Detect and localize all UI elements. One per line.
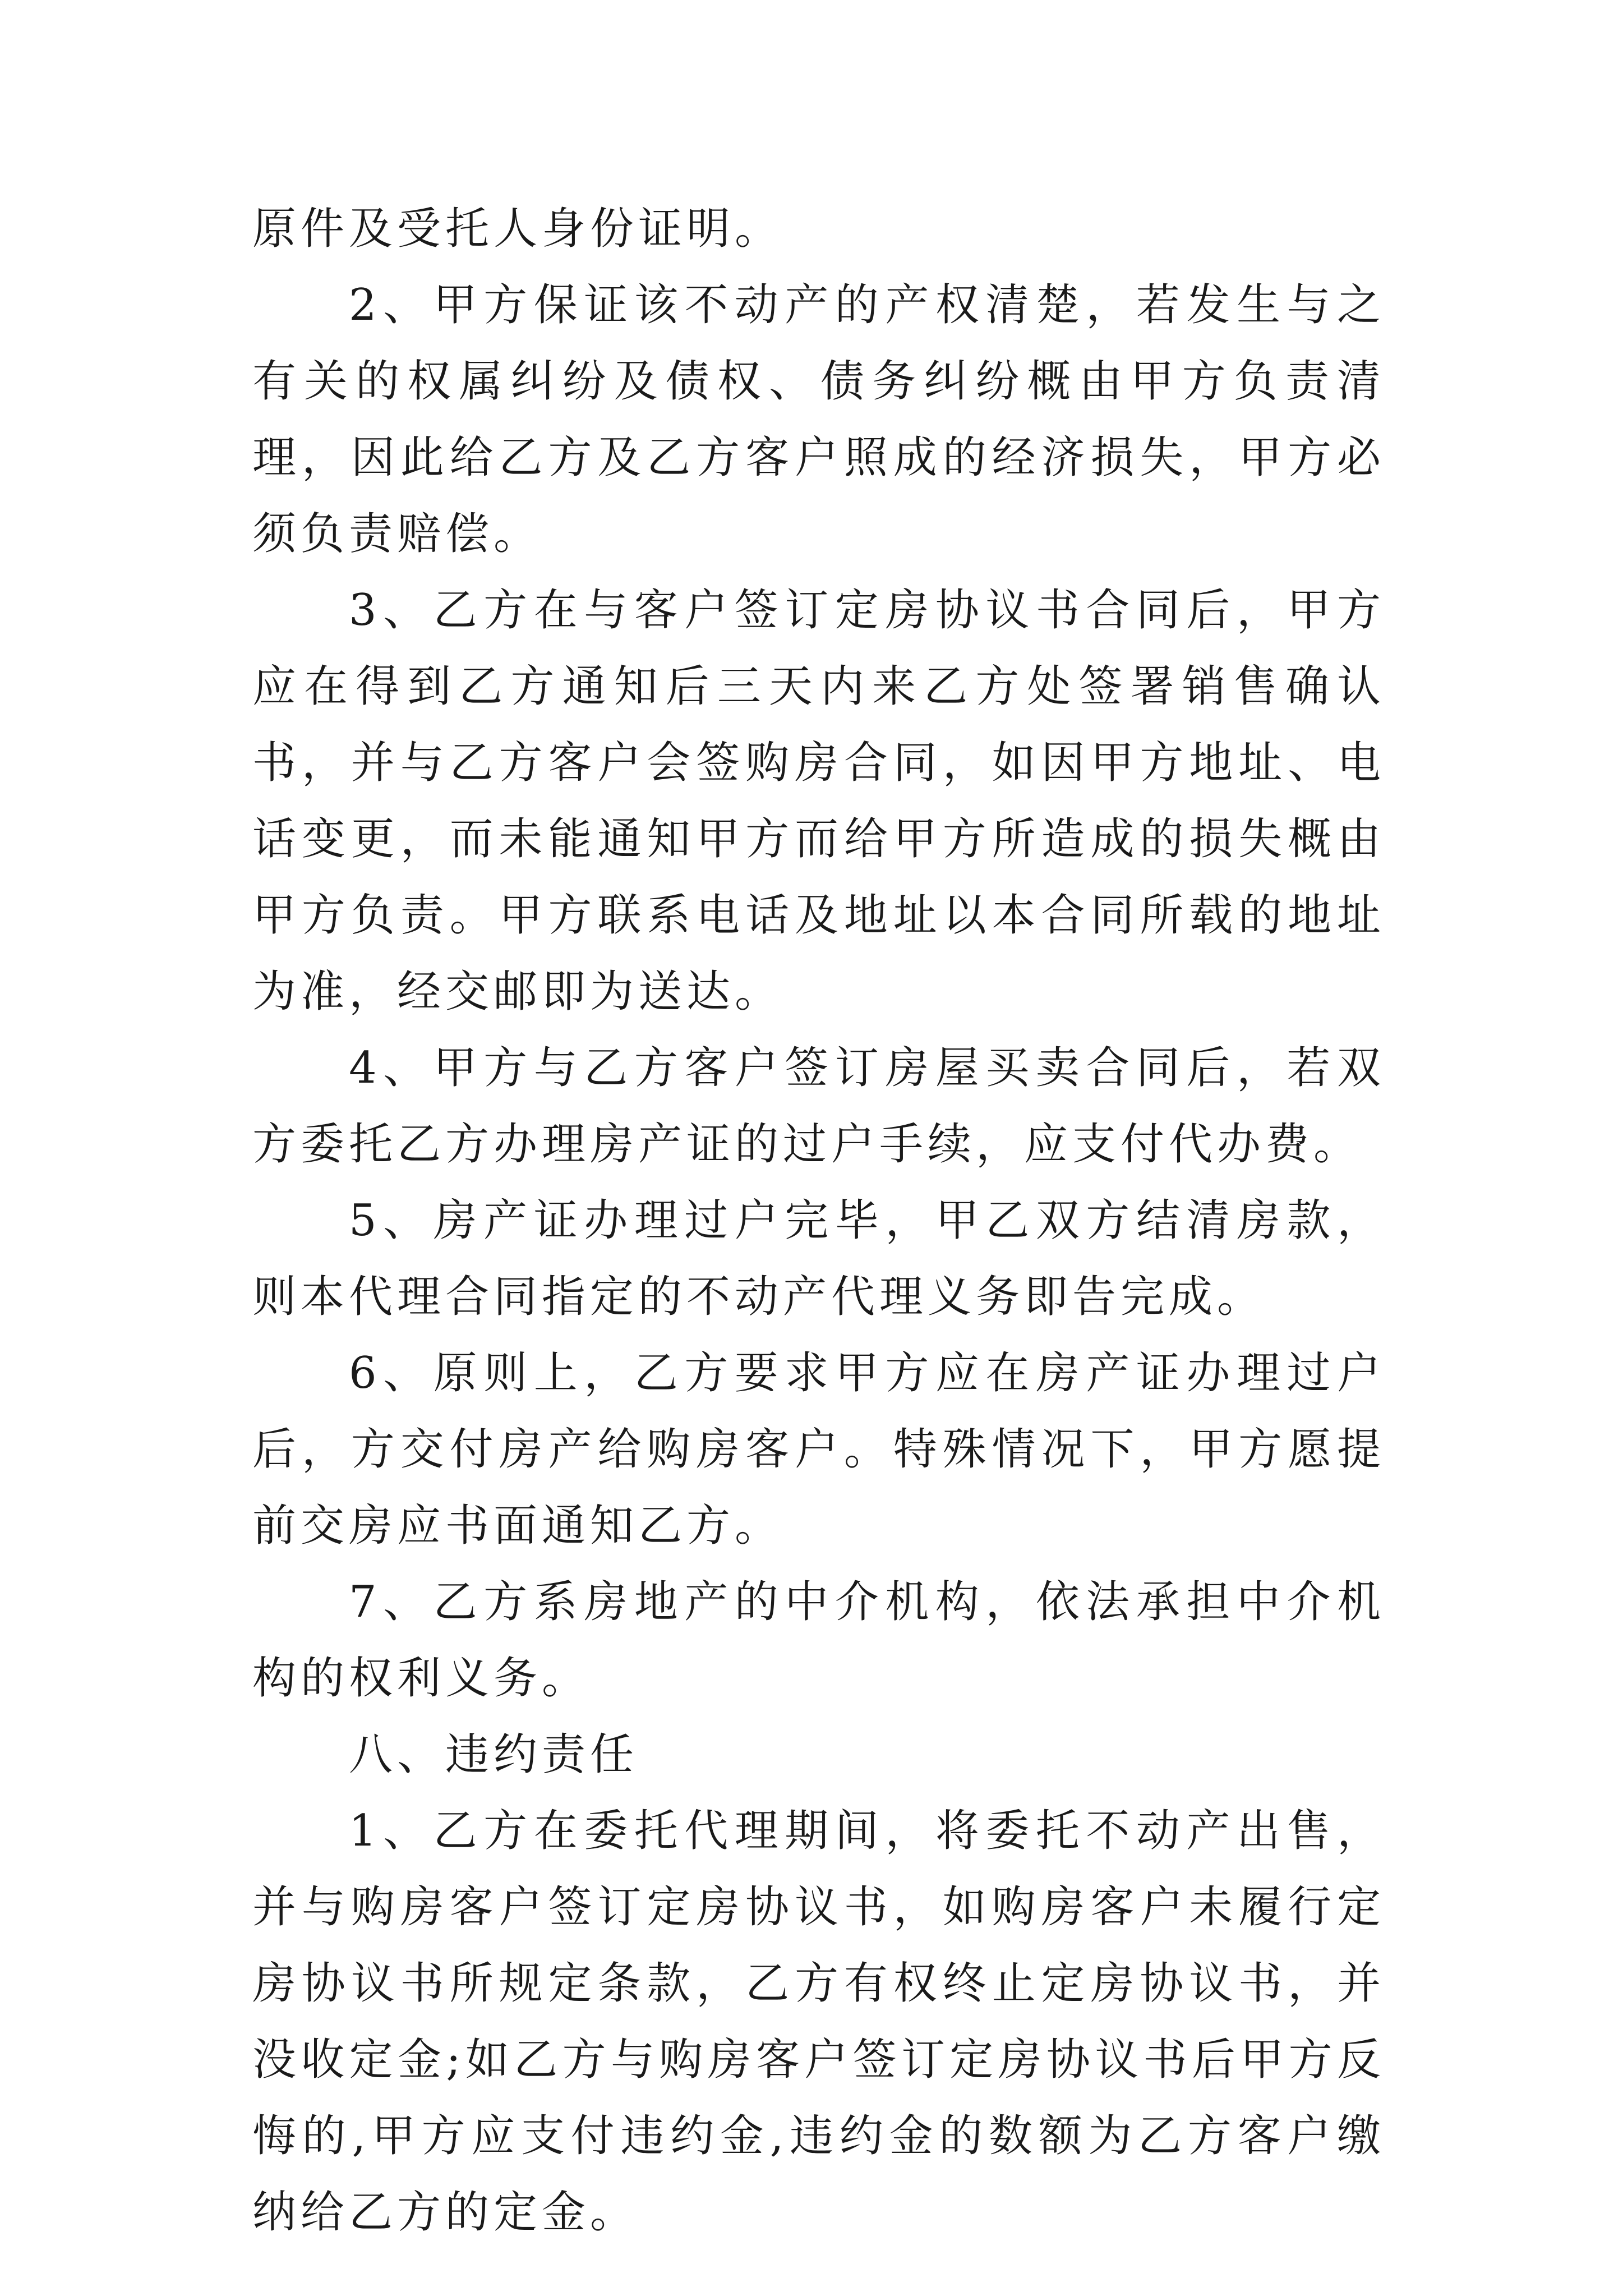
section-heading-breach-liability: 八、违约责任 [349, 1729, 639, 1780]
paragraph-clause-2: 2、甲方保证该不动产的产权清楚，若发生与之有关的权属纠纷及债权、债务纠纷概由甲方负责清理，因此给乙方及乙方客户照成的经济损失，甲方必须负责赔偿。 [252, 280, 1385, 559]
document-body [252, 191, 1385, 2251]
paragraph-continuation: 原件及受托人身份证明。 [252, 204, 783, 254]
paragraph-breach-clause-1: 1、乙方在委托代理期间，将委托不动产出售，并与购房客户签订定房协议书，如购房客户未履行定房协议书所规定条款，乙方有权终止定房协议书，并没收定金;如乙方与购房客户签订定房协议书后甲方反悔的,甲方应支付违约金,违约金的数额为乙方客户缴纳给乙方的定金。 [252, 1806, 1385, 2238]
paragraph-clause-6: 6、原则上，乙方要求甲方应在房产证办理过户后，方交付房产给购房客户。特殊情况下，甲方愿提前交房应书面通知乙方。 [252, 1348, 1385, 1551]
paragraph-clause-7: 7、乙方系房地产的中介机构，依法承担中介机构的权利义务。 [252, 1577, 1385, 1704]
paragraph-clause-3: 3、乙方在与客户签订定房协议书合同后，甲方应在得到乙方通知后三天内来乙方处签署销售确认书，并与乙方客户会签购房合同，如因甲方地址、电话变更，而未能通知甲方而给甲方所造成的损失概由甲方负责。甲方联系电话及地址以本合同所载的地址为准，经交邮即为送达。 [252, 585, 1385, 1017]
paragraph-clause-5: 5、房产证办理过户完毕，甲乙双方结清房款，则本代理合同指定的不动产代理义务即告完成。 [252, 1195, 1385, 1322]
paragraph-clause-4: 4、甲方与乙方客户签订房屋买卖合同后，若双方委托乙方办理房产证的过户手续，应支付代办费。 [252, 1043, 1385, 1170]
